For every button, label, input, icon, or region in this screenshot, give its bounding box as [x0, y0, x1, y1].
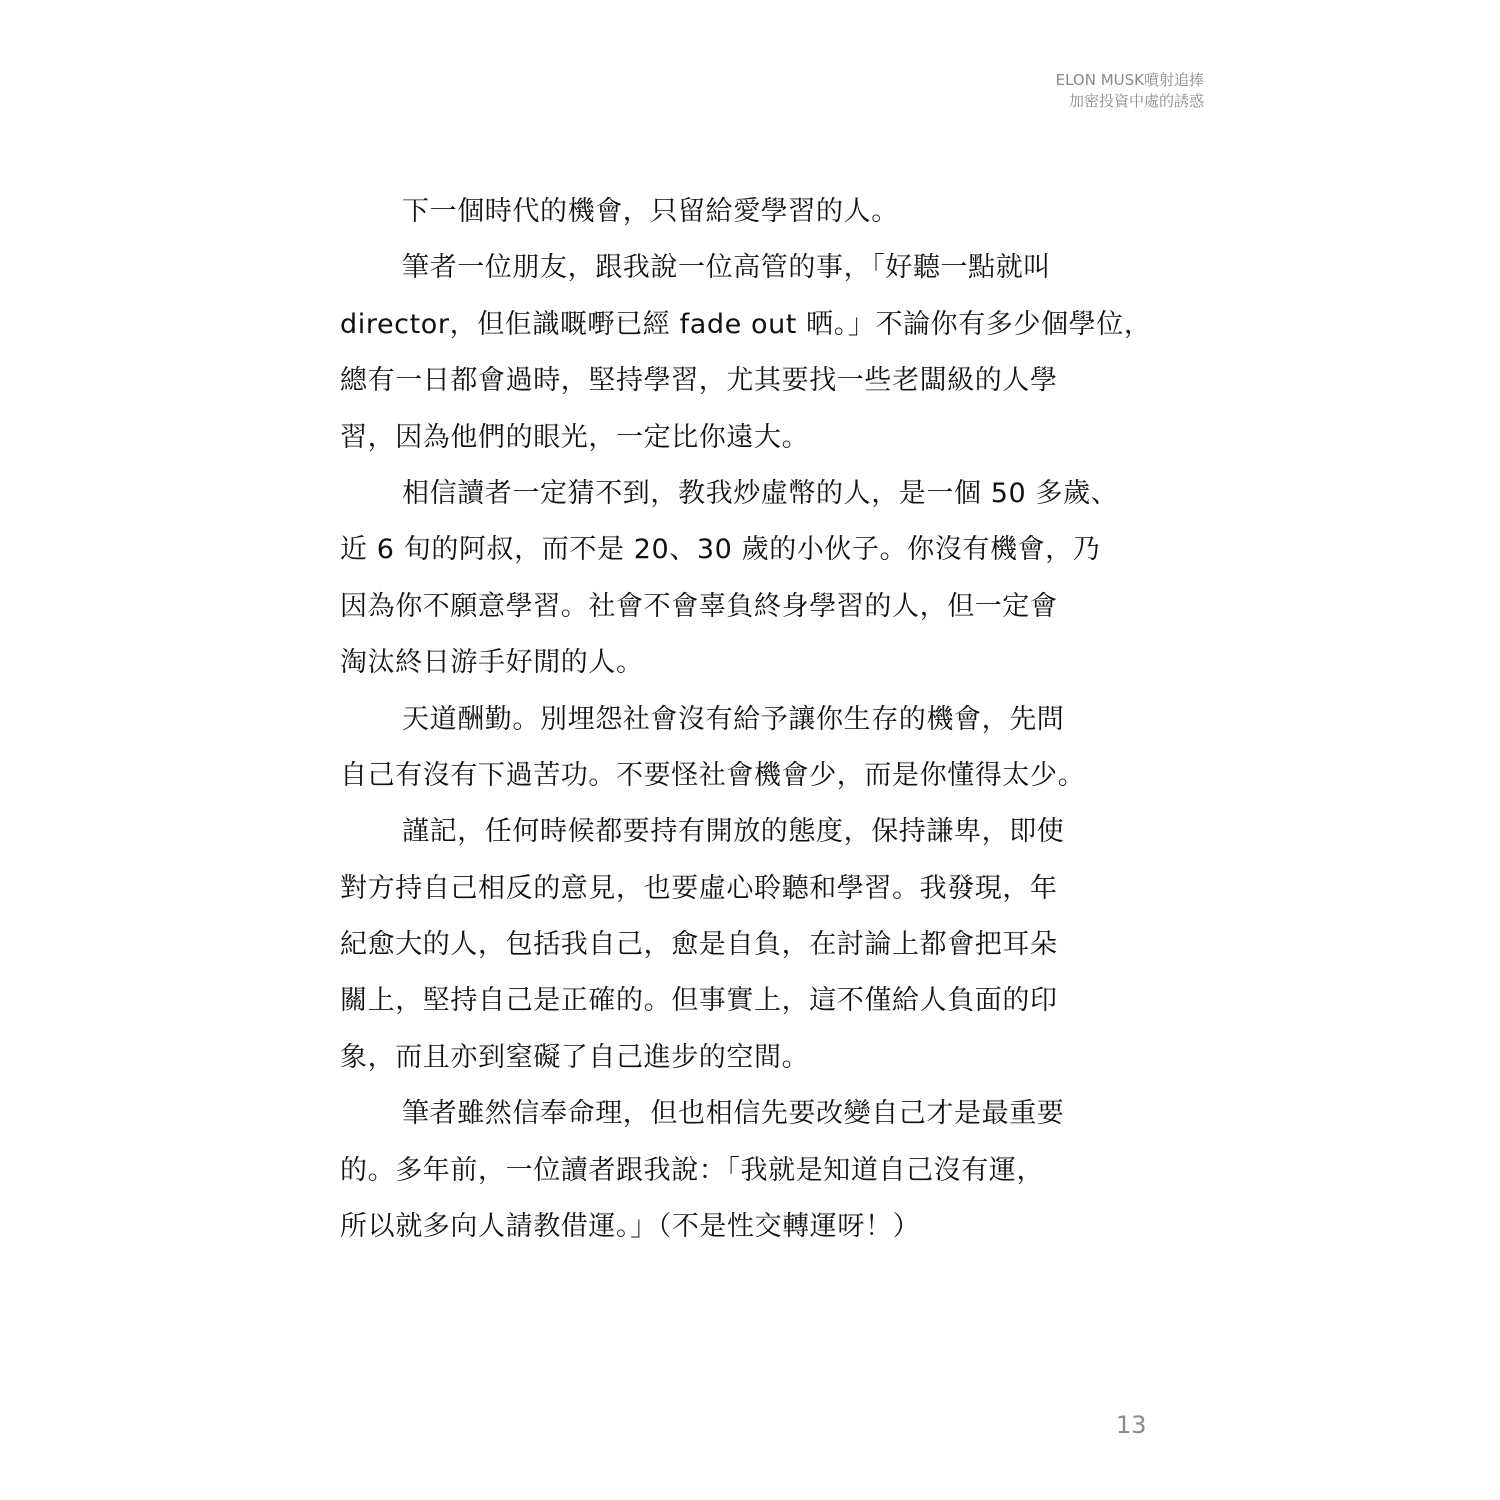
paragraph-line: 筆者雖然信奉命理，但也相信先要改變自己才是最重要: [402, 1098, 1065, 1130]
paragraph-line: 淘汰終日游手好閒的人。: [340, 647, 644, 679]
paragraph-line: 因為你不願意學習。社會不會辜負終身學習的人，但一定會: [340, 590, 1058, 622]
paragraph-line: 相信讀者一定猜不到，教我炒虛幣的人，是一個 50 多歲、: [402, 477, 1119, 509]
paragraph-line: 筆者一位朋友，跟我說一位高管的事，「好聽一點就叫: [402, 252, 1051, 284]
paragraph-line: 對方持自己相反的意見，也要虛心聆聽和學習。我發現，年: [340, 872, 1058, 904]
body-text: [340, 184, 1152, 1255]
running-header: [1056, 70, 1204, 112]
paragraph-line: 紀愈大的人，包括我自己，愈是自負，在討論上都會把耳朵: [340, 929, 1058, 961]
paragraph-line: director，但佢識嘅嘢已經 fade out 晒。」不論你有多少個學位，: [340, 308, 1152, 340]
paragraph-line: 習，因為他們的眼光，一定比你遠大。: [340, 421, 810, 453]
page-number: 13: [1116, 1411, 1147, 1439]
paragraph-line: 天道酬勤。別埋怨社會沒有給予讓你生存的機會，先問: [402, 703, 1065, 735]
paragraph-line: 下一個時代的機會，只留給愛學習的人。: [402, 196, 899, 227]
paragraph-line: 近 6 旬的阿叔，而不是 20、30 歲的小伙子。你沒有機會，乃: [340, 534, 1101, 566]
running-header-line-1: ELON MUSK噴射追捧: [1055, 71, 1204, 89]
paragraph-line: 自己有沒有下過苦功。不要怪社會機會少，而是你懂得太少。: [340, 759, 1086, 791]
paragraph-line: 的。多年前，一位讀者跟我說：「我就是知道自己沒有運，: [340, 1154, 1045, 1186]
paragraph-line: 所以就多向人請教借運。」（不是性交轉運呀！）: [340, 1211, 921, 1243]
paragraph-line: 總有一日都會過時，堅持學習，尤其要找一些老闆級的人學: [340, 365, 1058, 397]
running-header-line-2: 加密投資中處的誘惑: [1068, 92, 1204, 110]
paragraph-line: 謹記，任何時候都要持有開放的態度，保持謙卑，即使: [402, 816, 1065, 848]
paragraph-line: 關上，堅持自己是正確的。但事實上，這不僅給人負面的印: [340, 985, 1058, 1017]
paragraph-line: 象，而且亦到窒礙了自己進步的空間。: [340, 1041, 810, 1073]
